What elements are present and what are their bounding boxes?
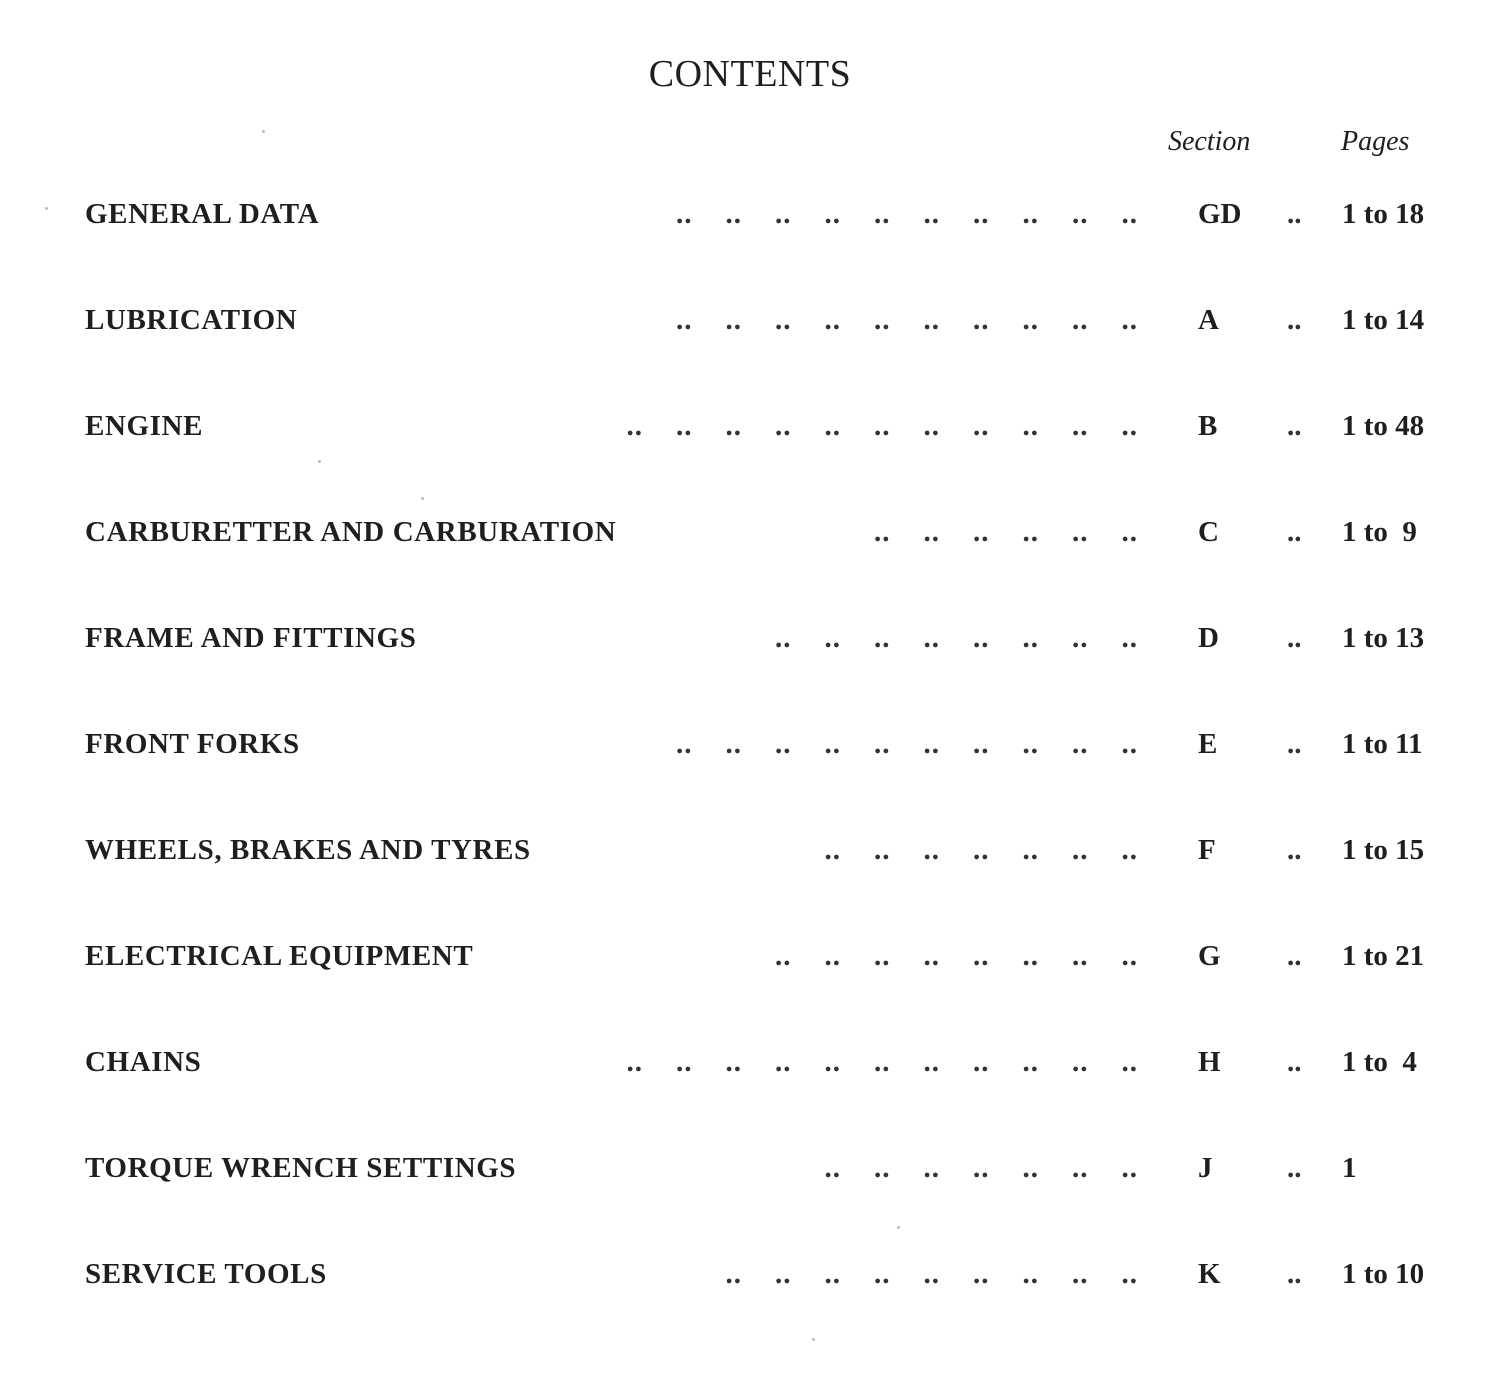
scan-speck (897, 1226, 900, 1229)
dot-leaders: .. .. .. .. .. .. .. .. .. .. (676, 304, 1138, 336)
section-code: B (1198, 410, 1218, 442)
toc-row-lubrication (0, 304, 1500, 344)
toc-row-electrical-equipment (0, 940, 1500, 980)
toc-row-chains (0, 1046, 1500, 1086)
toc-entry-title: CHAINS (85, 1046, 202, 1078)
dot-separator: .. (1287, 1258, 1302, 1290)
section-code: G (1198, 940, 1221, 972)
page-range: 1 to 48 (1342, 410, 1425, 442)
section-column-header: Section (1168, 126, 1251, 157)
toc-row-torque-wrench-settings (0, 1152, 1500, 1192)
section-code: E (1198, 728, 1218, 760)
section-code: J (1198, 1152, 1213, 1184)
dot-separator: .. (1287, 834, 1302, 866)
toc-entry-title: LUBRICATION (85, 304, 298, 336)
toc-row-engine (0, 410, 1500, 450)
section-code: H (1198, 1046, 1221, 1078)
page-range: 1 to 21 (1342, 940, 1425, 972)
toc-row-general-data (0, 198, 1500, 238)
page-title: CONTENTS (648, 53, 852, 95)
page-range: 1 to 11 (1342, 728, 1423, 760)
toc-row-carburetter (0, 516, 1500, 556)
section-code: GD (1198, 198, 1242, 230)
section-code: K (1198, 1258, 1221, 1290)
dot-separator: .. (1287, 516, 1302, 548)
page-range: 1 to 4 (1342, 1046, 1417, 1078)
toc-entry-title: CARBURETTER AND CARBURATION (85, 516, 617, 548)
toc-entry-title: ELECTRICAL EQUIPMENT (85, 940, 474, 972)
dot-separator: .. (1287, 622, 1302, 654)
page-range: 1 to 13 (1342, 622, 1425, 654)
scan-speck (318, 460, 321, 463)
toc-entry-title: ENGINE (85, 410, 204, 442)
dot-leaders: .. .. .. .. .. .. .. .. .. .. .. (626, 410, 1138, 442)
page-range: 1 to 14 (1342, 304, 1425, 336)
dot-leaders: .. .. .. .. .. .. .. .. .. .. (676, 728, 1138, 760)
dot-separator: .. (1287, 410, 1302, 442)
toc-entry-title: WHEELS, BRAKES AND TYRES (85, 834, 531, 866)
pages-column-header: Pages (1341, 126, 1410, 157)
scan-speck (421, 497, 424, 500)
dot-separator: .. (1287, 1152, 1302, 1184)
dot-separator: .. (1287, 940, 1302, 972)
dot-leaders: .. .. .. .. .. .. .. .. (775, 622, 1138, 654)
dot-leaders: .. .. .. .. .. .. .. .. .. .. (676, 198, 1138, 230)
section-code: C (1198, 516, 1219, 548)
dot-separator: .. (1287, 304, 1302, 336)
page-range: 1 to 15 (1342, 834, 1425, 866)
toc-entry-title: SERVICE TOOLS (85, 1258, 327, 1290)
toc-entry-title: FRAME AND FITTINGS (85, 622, 417, 654)
page-range: 1 to 9 (1342, 516, 1417, 548)
scan-speck (812, 1338, 815, 1341)
toc-row-frame-and-fittings (0, 622, 1500, 662)
section-code: F (1198, 834, 1216, 866)
dot-separator: .. (1287, 728, 1302, 760)
section-code: A (1198, 304, 1219, 336)
section-code: D (1198, 622, 1219, 654)
scan-speck (262, 130, 265, 133)
page-range: 1 to 10 (1342, 1258, 1425, 1290)
dot-leaders: .. .. .. .. .. .. .. (824, 834, 1138, 866)
page-range: 1 to 18 (1342, 198, 1425, 230)
dot-separator: .. (1287, 198, 1302, 230)
dot-separator: .. (1287, 1046, 1302, 1078)
dot-leaders: .. .. .. .. .. .. .. .. .. .. .. (626, 1046, 1138, 1078)
toc-row-wheels-brakes-tyres (0, 834, 1500, 874)
dot-leaders: .. .. .. .. .. .. .. .. (775, 940, 1138, 972)
page-range: 1 (1342, 1152, 1357, 1184)
toc-entry-title: GENERAL DATA (85, 198, 320, 230)
toc-row-service-tools (0, 1258, 1500, 1298)
toc-entry-title: TORQUE WRENCH SETTINGS (85, 1152, 517, 1184)
toc-row-front-forks (0, 728, 1500, 768)
dot-leaders: .. .. .. .. .. .. .. .. .. (725, 1258, 1138, 1290)
toc-entry-title: FRONT FORKS (85, 728, 300, 760)
scan-speck (45, 207, 48, 210)
dot-leaders: .. .. .. .. .. .. (874, 516, 1138, 548)
dot-leaders: .. .. .. .. .. .. .. (824, 1152, 1138, 1184)
